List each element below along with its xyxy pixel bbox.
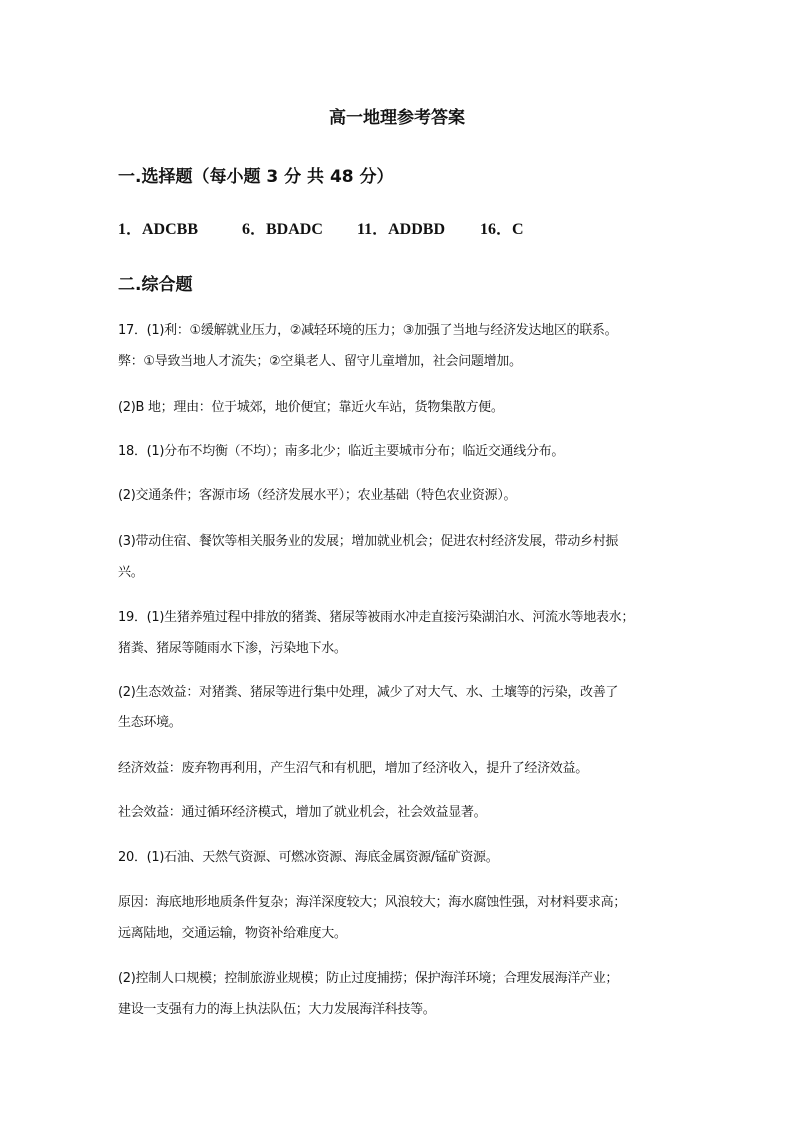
answer-17-1-disadvantages: 弊：①导致当地人才流失；②空巢老人、留守儿童增加，社会问题增加。 <box>118 354 522 369</box>
answer-18-3: (3)带动住宿、餐饮等相关服务业的发展；增加就业机会；促进农村经济发展，带动乡村振 <box>118 534 619 549</box>
answer-20-2: (2)控制人口规模；控制旅游业规模；防止过度捕捞；保护海洋环境；合理发展海洋产业； <box>118 971 619 986</box>
answer-19-2-social: 社会效益：通过循环经济模式，增加了就业机会，社会效益显著。 <box>118 805 487 820</box>
choice-answers <box>118 216 524 239</box>
answer-20-1-reasons: 原因：海底地形地质条件复杂；海洋深度较大；风浪较大；海水腐蚀性强，对材料要求高； <box>118 895 627 910</box>
choice-group-3: 11．ADDBD <box>357 221 446 238</box>
section-heading-comprehensive: 二.综合题 <box>118 275 193 295</box>
answer-19-2-ecological: (2)生态效益：对猪粪、猪尿等进行集中处理，减少了对大气、水、土壤等的污染，改善了 <box>118 685 619 700</box>
section-heading-multiple-choice: 一.选择题（每小题 3 分 共 48 分） <box>118 167 394 187</box>
choice-group-2: 6．BDADC <box>242 221 323 238</box>
answer-19-2-economic: 经济效益：废弃物再利用，产生沼气和有机肥，增加了经济收入，提升了经济效益。 <box>118 761 588 776</box>
answer-19-1: 19．(1)生猪养殖过程中排放的猪粪、猪尿等被雨水冲走直接污染湖泊水、河流水等地表水； <box>118 610 635 625</box>
answer-17-1-advantages: 17．(1)利：①缓解就业压力，②减轻环境的压力；③加强了当地与经济发达地区的联系。 <box>118 323 618 338</box>
choice-group-4: 16．C <box>480 221 524 238</box>
answer-19-1-cont: 猪粪、猪尿等随雨水下渗，污染地下水。 <box>118 641 347 656</box>
answer-17-2: (2)B 地；理由：位于城郊，地价便宜；靠近火车站，货物集散方便。 <box>118 400 504 415</box>
page-title: 高一地理参考答案 <box>329 108 465 128</box>
answer-20-1-reasons-cont: 远离陆地，交通运输，物资补给难度大。 <box>118 926 347 941</box>
choice-group-1: 1．ADCBB <box>118 221 199 238</box>
answer-18-2: (2)交通条件；客源市场（经济发展水平）；农业基础（特色农业资源）。 <box>118 488 517 503</box>
answer-20-1: 20．(1)石油、天然气资源、可燃冰资源、海底金属资源/锰矿资源。 <box>118 850 499 865</box>
answer-20-2-cont: 建设一支强有力的海上执法队伍；大力发展海洋科技等。 <box>118 1002 436 1017</box>
answer-18-1: 18．(1)分布不均衡（不均）；南多北少；临近主要城市分布；临近交通线分布。 <box>118 444 565 459</box>
answer-18-3-cont: 兴。 <box>118 565 144 580</box>
answer-19-2-ecological-cont: 生态环境。 <box>118 715 182 730</box>
